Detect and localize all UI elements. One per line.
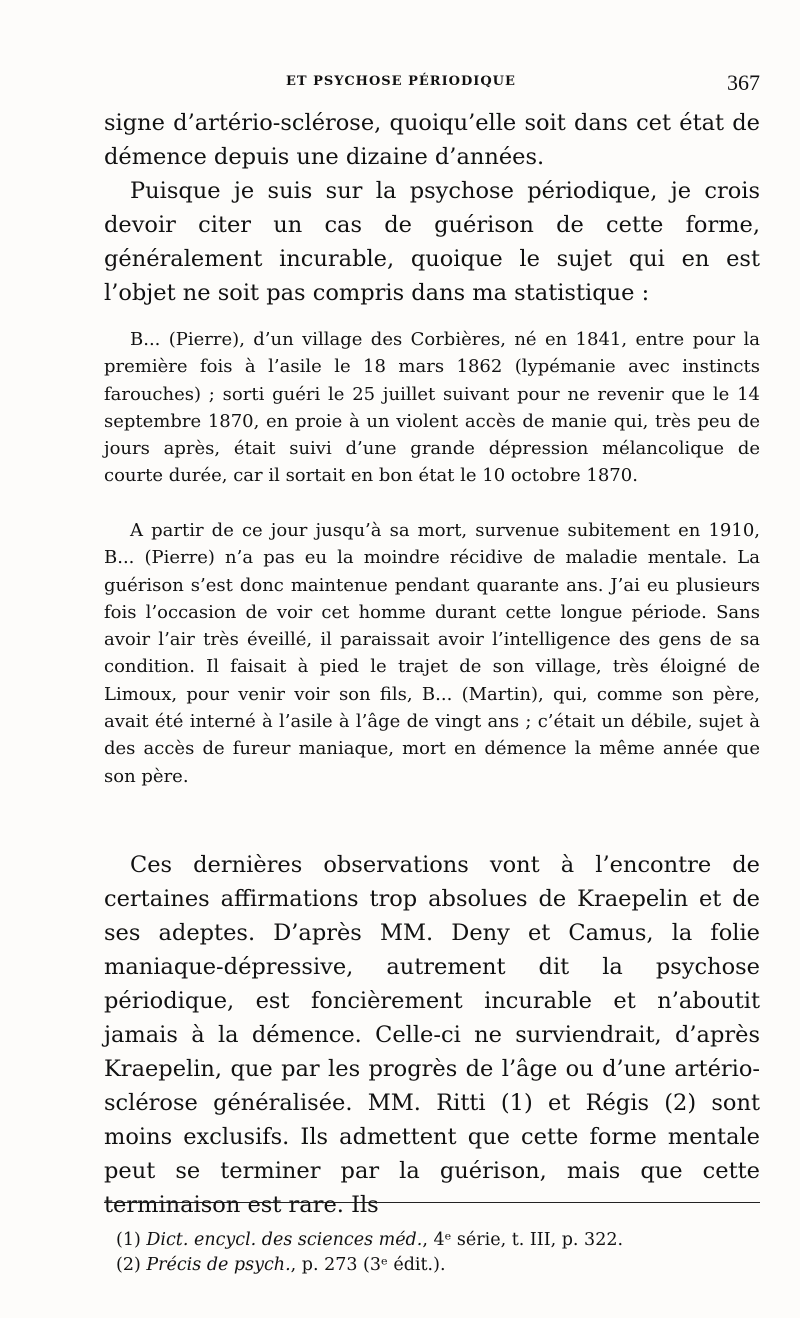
paragraph-continuation: signe d’artério-sclérose, quoiqu’elle soit dans cet état de démence depuis une dizaine d’années.: [104, 110, 760, 170]
footnote-1-title: Dict. encycl. des sciences méd.: [146, 1230, 423, 1250]
footnote-1: [116, 1228, 756, 1253]
footnotes: [116, 1228, 756, 1278]
running-title: ET PSYCHOSE PÉRIODIQUE: [286, 74, 516, 89]
footnote-2-details: , p. 273 (3ᵉ édit.).: [290, 1255, 446, 1275]
footnote-2-title: Précis de psych.: [146, 1255, 291, 1275]
page-header: [104, 70, 760, 100]
case-observation-paragraph: B... (Pierre), d’un village des Corbières, né en 1841, entre pour la première fois à l’asile le 18 mars 1862 (lypémanie avec instincts farouches) ; sorti guéri le 25 juillet suivant pour ne revenir que le 14 septembre 1870, en proie à un violent accès de manie qui, très peu de jours après, était suivi d’une grande dépression mélancolique de courte durée, car il sortait en bon état le 10 octobre 1870.: [104, 329, 760, 487]
footnote-2: [116, 1253, 756, 1278]
case-followup-paragraph: A partir de ce jour jusqu’à sa mort, survenue subitement en 1910, B... (Pierre) n’a pas eu la moindre récidive de maladie mentale. La guérison s’est donc maintenue pendant quarante ans. J’ai eu plusieurs fois l’occasion de voir cet homme durant cette longue période. Sans avoir l’air très éveillé, il paraissait avoir l’intelligence des gens de sa condition. Il faisait à pied le trajet de son village, très éloigné de Limoux, pour venir voir son fils, B... (Martin), qui, comme son père, avait été interné à l’asile à l’âge de vingt ans ; c’était un débile, sujet à des accès de fureur maniaque, mort en démence la même année que son père.: [104, 520, 760, 787]
discussion-paragraph: Ces dernières observations vont à l’encontre de certaines affirmations trop absolues de Kraepelin et de ses adeptes. D’après MM. Deny et Camus, la folie maniaque-dépressive, autrement dit la psychose périodique, est foncièrement incurable et n’aboutit jamais à la démence. Celle-ci ne surviendrait, d’après Kraepelin, que par les progrès de l’âge ou d’une artério-sclérose généralisée. MM. Ritti (1) et Régis (2) sont moins exclusifs. Ils admettent que cette forme mentale peut se terminer par la guérison, mais que cette terminaison est rare. Ils: [104, 852, 760, 1218]
page-number: 367: [727, 70, 760, 95]
footnote-2-number: (2): [116, 1255, 141, 1275]
footnote-divider: [104, 1202, 760, 1203]
footnote-1-details: , 4ᵉ série, t. III, p. 322.: [422, 1230, 624, 1250]
paragraph-introduction: Puisque je suis sur la psychose périodique, je crois devoir citer un cas de guérison de cette forme, généralement incurable, quoique le sujet qui en est l’objet ne soit pas compris dans ma statistique :: [104, 178, 760, 306]
footnote-1-number: (1): [116, 1230, 141, 1250]
